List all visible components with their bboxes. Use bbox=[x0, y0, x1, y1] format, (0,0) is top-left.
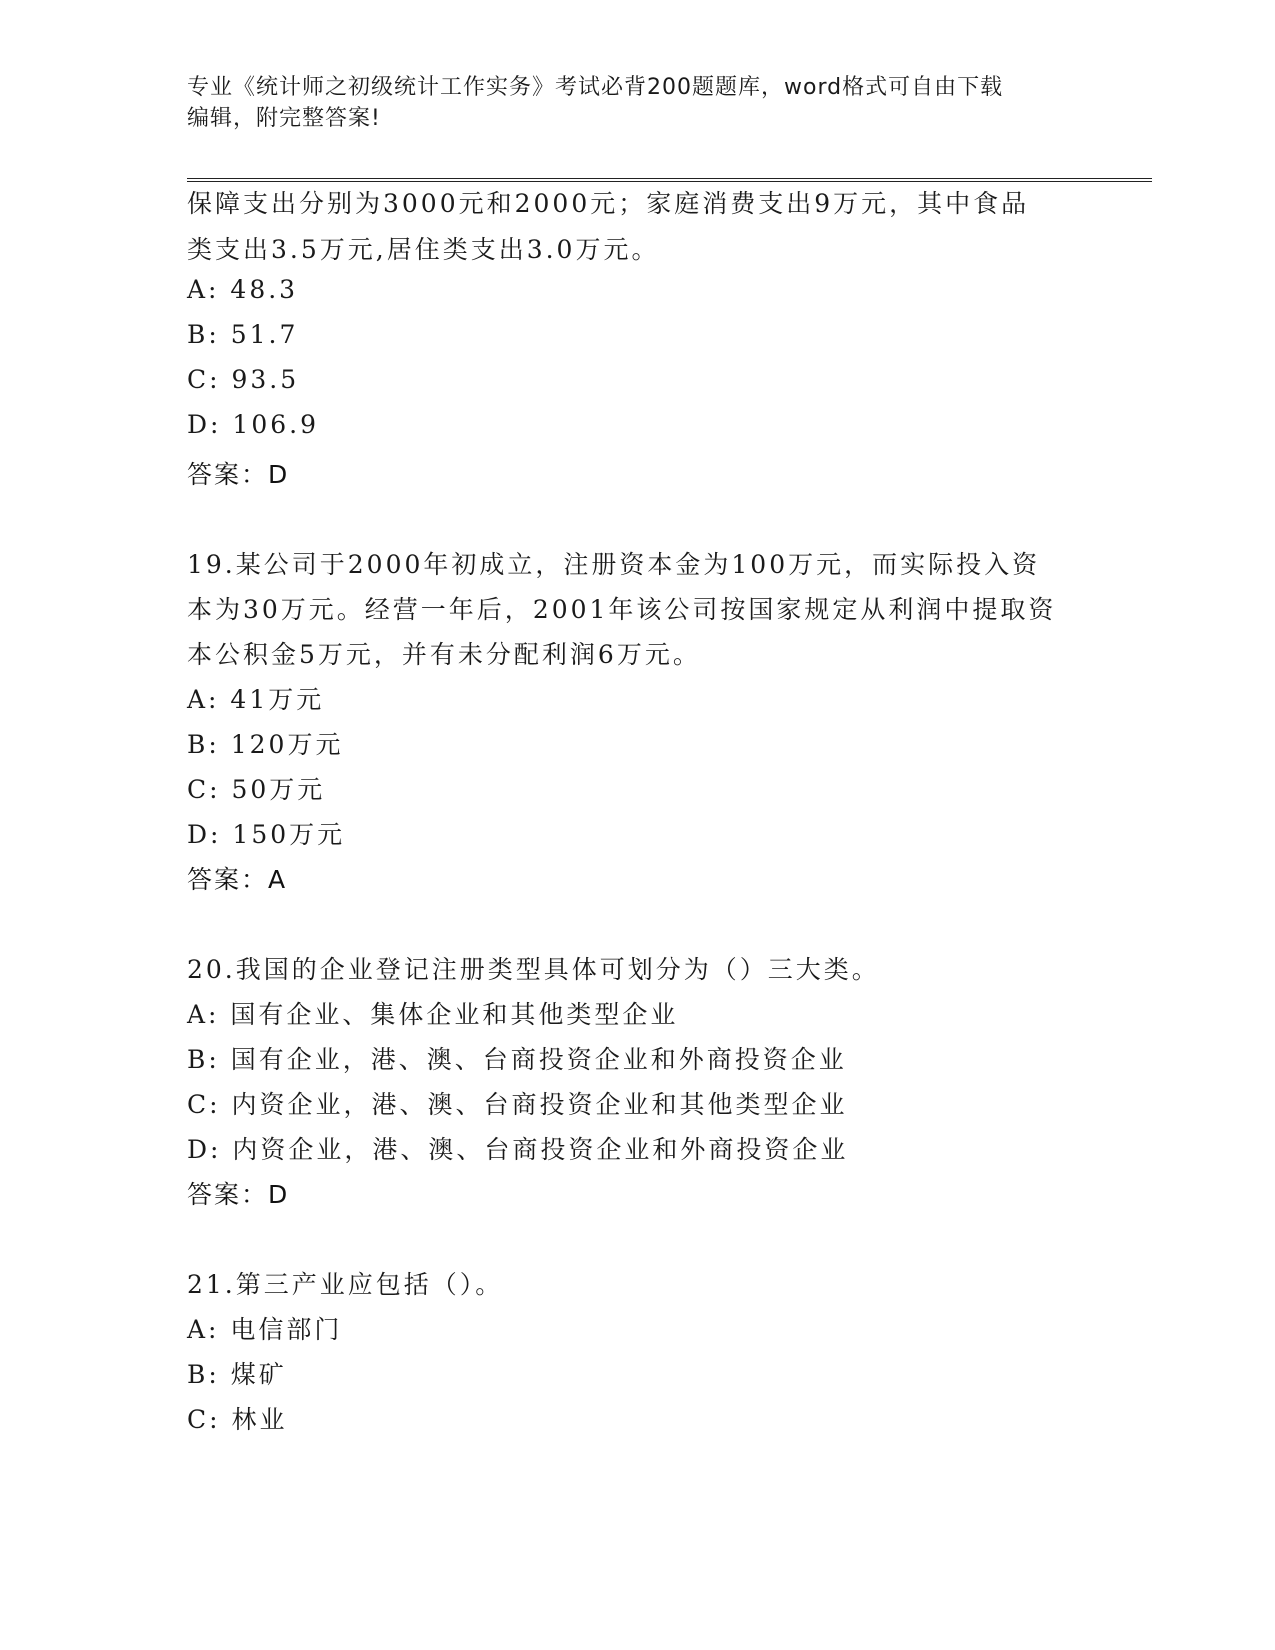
q19-option-c: C: 50万元 bbox=[187, 775, 326, 804]
q19-option-a: A: 41万元 bbox=[187, 685, 325, 714]
q18-option-d: D: 106.9 bbox=[187, 410, 319, 439]
q18-stem-line2: 类支出3.5万元,居住类支出3.0万元。 bbox=[187, 235, 660, 264]
q19-option-d: D: 150万元 bbox=[187, 820, 346, 849]
q18-option-c: C: 93.5 bbox=[187, 365, 300, 394]
q18-option-a: A: 48.3 bbox=[187, 275, 299, 304]
q19-stem-line3: 本公积金5万元，并有未分配利润6万元。 bbox=[187, 640, 701, 669]
q18-answer: 答案：D bbox=[187, 460, 290, 489]
document-header bbox=[187, 72, 1067, 134]
q19-stem-line2: 本为30万元。经营一年后，2001年该公司按国家规定从利润中提取资 bbox=[187, 595, 1057, 624]
q20-option-b: B: 国有企业，港、澳、台商投资企业和外商投资企业 bbox=[187, 1045, 847, 1074]
header-divider bbox=[187, 178, 1152, 182]
q19-option-b: B: 120万元 bbox=[187, 730, 344, 759]
q19-answer: 答案：A bbox=[187, 865, 288, 894]
q18-option-b: B: 51.7 bbox=[187, 320, 299, 349]
q20-option-d: D: 内资企业，港、澳、台商投资企业和外商投资企业 bbox=[187, 1135, 849, 1164]
q21-stem-line1: 21.第三产业应包括（）。 bbox=[187, 1270, 504, 1299]
header-title-line1: 专业《统计师之初级统计工作实务》考试必背200题题库，word格式可自由下载 bbox=[187, 75, 1004, 100]
q20-option-a: A: 国有企业、集体企业和其他类型企业 bbox=[187, 1000, 679, 1029]
q20-stem-line1: 20.我国的企业登记注册类型具体可划分为（）三大类。 bbox=[187, 955, 880, 984]
q20-answer: 答案：D bbox=[187, 1180, 290, 1209]
q20-option-c: C: 内资企业，港、澳、台商投资企业和其他类型企业 bbox=[187, 1090, 848, 1119]
header-title-line2: 编辑，附完整答案! bbox=[187, 106, 381, 131]
q18-stem-line1: 保障支出分别为3000元和2000元；家庭消费支出9万元，其中食品 bbox=[187, 189, 1030, 218]
q19-stem-line1: 19.某公司于2000年初成立，注册资本金为100万元，而实际投入资 bbox=[187, 550, 1041, 579]
q21-option-c: C: 林业 bbox=[187, 1405, 288, 1434]
q21-option-b: B: 煤矿 bbox=[187, 1360, 287, 1389]
q21-option-a: A: 电信部门 bbox=[187, 1315, 343, 1344]
